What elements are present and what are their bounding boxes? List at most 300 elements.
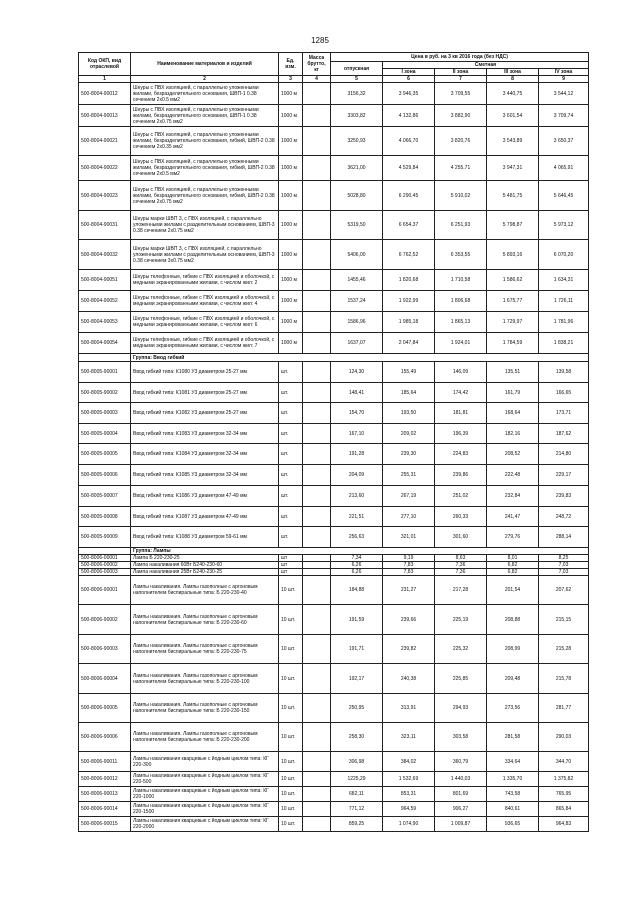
table-row <box>79 605 589 635</box>
item-name: Ввод гибкий типа: К1082 У3 диаметром 25-27 мм <box>131 403 279 424</box>
item-mass <box>303 181 331 211</box>
item-unit: 1000 м <box>279 291 303 312</box>
table-row <box>79 694 589 723</box>
price-zone-3: 5 481,75 <box>487 181 539 211</box>
price-zone-1: 6 290,45 <box>383 181 435 211</box>
item-name: Лампы накаливания кварцевые с йодным циклом типа: КГ 220-500 <box>131 772 279 787</box>
table-row <box>79 635 589 664</box>
item-name: Шнуры с ПВХ изоляцией, с параллельно уложенными жилами, безразделительного основания, ШВП-1 0.38 сечением 2х0.75 мм2 <box>131 105 279 127</box>
price-release: 3156,32 <box>331 83 383 105</box>
item-mass <box>303 664 331 694</box>
item-unit: 10 шт. <box>279 817 303 832</box>
table-row <box>79 383 589 403</box>
table-row <box>79 444 589 465</box>
price-release: 771,12 <box>331 802 383 817</box>
price-zone-2: 6 251,93 <box>435 211 487 240</box>
price-zone-1: 321,01 <box>383 527 435 548</box>
item-unit: 1000 м <box>279 83 303 105</box>
group-label: Группа: Лампы <box>131 548 589 555</box>
price-release: 256,63 <box>331 527 383 548</box>
price-zone-4: 8,25 <box>539 555 589 562</box>
item-mass <box>303 723 331 752</box>
price-release: 204,09 <box>331 465 383 486</box>
price-zone-3: 208,52 <box>487 444 539 465</box>
item-mass <box>303 555 331 562</box>
price-zone-2: 801,69 <box>435 787 487 802</box>
price-zone-2: 225,19 <box>435 605 487 635</box>
price-zone-2: 294,93 <box>435 694 487 723</box>
item-mass <box>303 83 331 105</box>
price-zone-4: 3 650,37 <box>539 127 589 156</box>
price-zone-1: 2 047,84 <box>383 333 435 354</box>
price-release: 192,17 <box>331 664 383 694</box>
price-zone-3: 1 729,97 <box>487 312 539 333</box>
table-row <box>79 424 589 444</box>
item-unit: шт. <box>279 486 303 507</box>
item-mass <box>303 694 331 723</box>
table-row <box>79 83 589 105</box>
table-body <box>79 53 589 832</box>
price-zone-2: 8,63 <box>435 555 487 562</box>
price-zone-3: 201,54 <box>487 576 539 605</box>
group-code-cell <box>79 354 131 362</box>
item-code: 500-8005-90002 <box>79 383 131 403</box>
price-table <box>78 52 589 832</box>
item-name: Лампы накаливания. Лампы газополные с аргоновым наполнителем биспиральные типа: Б 220-230-100 <box>131 664 279 694</box>
item-unit: 10 шт. <box>279 752 303 772</box>
price-zone-1: 231,27 <box>383 576 435 605</box>
item-unit: 10 шт. <box>279 576 303 605</box>
item-code: 500-8006-90006 <box>79 723 131 752</box>
item-unit: шт. <box>279 403 303 424</box>
item-unit: 1000 м <box>279 181 303 211</box>
item-mass <box>303 752 331 772</box>
item-code: 500-8006-90013 <box>79 787 131 802</box>
item-unit: шт <box>279 569 303 576</box>
price-zone-3: 182,16 <box>487 424 539 444</box>
item-name: Лампы накаливания. Лампы газополные с аргоновым наполнителем биспиральные типа: Б 220-230-75 <box>131 635 279 664</box>
price-zone-2: 239,86 <box>435 465 487 486</box>
table-row <box>79 527 589 548</box>
price-zone-4: 229,17 <box>539 465 589 486</box>
table-row <box>79 752 589 772</box>
price-release: 6,26 <box>331 569 383 576</box>
price-zone-4: 166,65 <box>539 383 589 403</box>
price-zone-1: 323,11 <box>383 723 435 752</box>
item-code: 500-8006-90011 <box>79 752 131 772</box>
item-mass <box>303 576 331 605</box>
price-zone-3: 208,88 <box>487 605 539 635</box>
price-release: 5028,80 <box>331 181 383 211</box>
item-unit: 10 шт. <box>279 787 303 802</box>
price-zone-4: 173,71 <box>539 403 589 424</box>
table-row <box>79 817 589 832</box>
item-unit: 1000 м <box>279 156 303 181</box>
price-release: 7,34 <box>331 555 383 562</box>
price-zone-4: 7,03 <box>539 569 589 576</box>
price-zone-1: 185,64 <box>383 383 435 403</box>
item-code: 500-8004-90052 <box>79 291 131 312</box>
price-release: 6,26 <box>331 562 383 569</box>
price-release: 3250,93 <box>331 127 383 156</box>
item-code: 500-8005-90008 <box>79 507 131 527</box>
price-zone-3: 1 675,77 <box>487 291 539 312</box>
price-zone-1: 239,30 <box>383 444 435 465</box>
item-mass <box>303 211 331 240</box>
item-name: Лампа Б 220-230-25 <box>131 555 279 562</box>
price-zone-2: 1 865,13 <box>435 312 487 333</box>
table-row <box>79 270 589 291</box>
price-release: 5319,50 <box>331 211 383 240</box>
item-name: Лампы накаливания кварцевые с йодным циклом типа: КГ 220-1500 <box>131 802 279 817</box>
price-zone-3: 3 601,54 <box>487 105 539 127</box>
price-zone-2: 174,42 <box>435 383 487 403</box>
item-unit: 10 шт. <box>279 802 303 817</box>
item-unit: 1000 м <box>279 312 303 333</box>
price-release: 148,41 <box>331 383 383 403</box>
item-name: Шнуры марки ШВП 3, с ПВХ изоляцией, с параллельно уложенными жилами с разделительным основанием, ШВП-3 0.38 сечением 2х0.75 мм2 <box>131 211 279 240</box>
table-row <box>79 569 589 576</box>
price-zone-2: 181,81 <box>435 403 487 424</box>
table-row <box>79 333 589 354</box>
table-row <box>79 240 589 270</box>
price-zone-2: 5 910,02 <box>435 181 487 211</box>
item-name: Лампы накаливания кварцевые с йодным циклом типа: КГ 220-2000 <box>131 817 279 832</box>
price-zone-2: 7,36 <box>435 569 487 576</box>
item-code: 500-8004-90013 <box>79 105 131 127</box>
table-row <box>79 127 589 156</box>
price-zone-4: 5 973,12 <box>539 211 589 240</box>
table-row <box>79 211 589 240</box>
item-code: 500-8006-90001 <box>79 576 131 605</box>
price-zone-4: 865,84 <box>539 802 589 817</box>
item-unit: 1000 м <box>279 105 303 127</box>
item-name: Ввод гибкий типа: К1081 У3 диаметром 25-27 мм <box>131 383 279 403</box>
header-zone: II зона <box>435 69 487 76</box>
item-mass <box>303 465 331 486</box>
price-zone-2: 225,85 <box>435 664 487 694</box>
item-unit: 10 шт. <box>279 772 303 787</box>
price-zone-4: 1 634,31 <box>539 270 589 291</box>
price-zone-2: 3 820,76 <box>435 127 487 156</box>
price-release: 859,25 <box>331 817 383 832</box>
item-unit: 1000 м <box>279 270 303 291</box>
item-unit: 10 шт. <box>279 694 303 723</box>
price-release: 306,98 <box>331 752 383 772</box>
item-name: Шнуры с ПВХ изоляцией, с параллельно уложенными жилами, безразделительного основания, гибкий, ШВП-2 0.38 сечением 2х0.35 мм2 <box>131 127 279 156</box>
price-release: 3303,82 <box>331 105 383 127</box>
item-name: Шнуры телефонные, гибкие с ПВХ изоляцией и оболочкой, с медными экранированными жилами, с числом жил: 6 <box>131 312 279 333</box>
table-row <box>79 562 589 569</box>
header-zone: IV зона <box>539 69 589 76</box>
price-zone-3: 5 893,16 <box>487 240 539 270</box>
price-zone-3: 1 335,70 <box>487 772 539 787</box>
price-zone-1: 4 529,84 <box>383 156 435 181</box>
item-name: Лампа накаливания 60Вт Б240-230-60 <box>131 562 279 569</box>
price-zone-4: 964,83 <box>539 817 589 832</box>
table-row <box>79 664 589 694</box>
item-unit: шт <box>279 555 303 562</box>
item-unit: 1000 м <box>279 333 303 354</box>
price-zone-3: 6,82 <box>487 569 539 576</box>
table-row <box>79 156 589 181</box>
price-zone-2: 4 255,71 <box>435 156 487 181</box>
price-zone-3: 334,64 <box>487 752 539 772</box>
item-mass <box>303 105 331 127</box>
table-row <box>79 312 589 333</box>
price-zone-1: 1 820,68 <box>383 270 435 291</box>
price-zone-3: 281,58 <box>487 723 539 752</box>
item-name: Лампы накаливания. Лампы газополные с аргоновым наполнителем биспиральные типа: Б 220-230-60 <box>131 605 279 635</box>
item-code: 500-8004-90054 <box>79 333 131 354</box>
item-code: 500-8004-90021 <box>79 127 131 156</box>
price-release: 1637,07 <box>331 333 383 354</box>
item-name: Шнуры марки ШВП 3, с ПВХ изоляцией, с параллельно уложенными жилами с разделительным основанием, ШВП-3 0.38 сечением 3х0.75 мм2 <box>131 240 279 270</box>
item-mass <box>303 240 331 270</box>
column-number: 3 <box>279 76 303 83</box>
item-mass <box>303 605 331 635</box>
item-code: 500-8004-90022 <box>79 156 131 181</box>
price-zone-3: 3 543,89 <box>487 127 539 156</box>
item-mass <box>303 127 331 156</box>
item-unit: 1000 м <box>279 240 303 270</box>
item-name: Ввод гибкий типа: К1086 У3 диаметром 47-49 мм <box>131 486 279 507</box>
item-name: Шнуры с ПВХ изоляцией, с параллельно уложенными жилами, безразделительного основания, ШВП-1 0.38 сечением 2х0.5 мм2 <box>131 83 279 105</box>
item-name: Ввод гибкий типа: К1087 У3 диаметром 47-49 мм <box>131 507 279 527</box>
price-zone-4: 1 838,21 <box>539 333 589 354</box>
header-price-title: Цена в руб. на 3 кв 2016 года (без НДС) <box>331 53 589 62</box>
item-mass <box>303 383 331 403</box>
item-name: Шнуры телефонные, гибкие с ПВХ изоляцией и оболочкой, с медными экранированными жилами, с числом жил: 4 <box>131 291 279 312</box>
price-release: 154,70 <box>331 403 383 424</box>
price-zone-4: 765,95 <box>539 787 589 802</box>
price-zone-1: 384,02 <box>383 752 435 772</box>
price-zone-4: 214,80 <box>539 444 589 465</box>
header-zone: III зона <box>487 69 539 76</box>
header-zone: I зона <box>383 69 435 76</box>
column-number: 5 <box>331 76 383 83</box>
price-zone-3: 273,56 <box>487 694 539 723</box>
price-zone-2: 251,02 <box>435 486 487 507</box>
price-zone-2: 1 440,03 <box>435 772 487 787</box>
item-code: 500-8004-90012 <box>79 83 131 105</box>
table-row <box>79 772 589 787</box>
price-zone-4: 3 544,12 <box>539 83 589 105</box>
price-zone-4: 288,14 <box>539 527 589 548</box>
header-estimate: Сметная <box>383 62 589 69</box>
item-code: 500-8005-90007 <box>79 486 131 507</box>
price-zone-2: 303,58 <box>435 723 487 752</box>
price-zone-2: 301,60 <box>435 527 487 548</box>
item-name: Лампы накаливания. Лампы газополные с аргоновым наполнителем биспиральные типа: Б 220-230-40 <box>131 576 279 605</box>
item-mass <box>303 772 331 787</box>
item-unit: шт. <box>279 507 303 527</box>
item-name: Шнуры с ПВХ изоляцией, с параллельно уложенными жилами, безразделительного основания, гибкий, ШВП-2 0.38 сечением 2х0.75 мм2 <box>131 181 279 211</box>
column-number: 1 <box>79 76 131 83</box>
price-zone-3: 840,61 <box>487 802 539 817</box>
price-zone-3: 135,51 <box>487 362 539 383</box>
header-name: Наименование материалов и изделий <box>131 53 279 76</box>
price-zone-1: 9,19 <box>383 555 435 562</box>
price-zone-1: 4 132,86 <box>383 105 435 127</box>
item-code: 500-8006-90014 <box>79 802 131 817</box>
price-zone-4: 6 070,20 <box>539 240 589 270</box>
item-code: 500-8006-00001 <box>79 555 131 562</box>
item-code: 500-8006-90002 <box>79 605 131 635</box>
price-zone-4: 215,15 <box>539 605 589 635</box>
item-name: Ввод гибкий типа: К1080 У3 диаметром 25-27 мм <box>131 362 279 383</box>
price-zone-2: 360,79 <box>435 752 487 772</box>
price-release: 191,59 <box>331 605 383 635</box>
price-zone-3: 208,99 <box>487 635 539 664</box>
group-row <box>79 548 589 555</box>
price-release: 1455,46 <box>331 270 383 291</box>
column-number: 7 <box>435 76 487 83</box>
price-zone-3: 3 440,75 <box>487 83 539 105</box>
price-zone-2: 6 353,55 <box>435 240 487 270</box>
item-unit: шт <box>279 562 303 569</box>
table-row <box>79 486 589 507</box>
item-unit: шт. <box>279 383 303 403</box>
table-row <box>79 291 589 312</box>
item-name: Лампы накаливания. Лампы газополные с аргоновым наполнителем биспиральные типа: Б 220-230-150 <box>131 694 279 723</box>
item-mass <box>303 333 331 354</box>
price-zone-3: 5 798,87 <box>487 211 539 240</box>
item-code: 500-8005-90005 <box>79 444 131 465</box>
price-zone-2: 260,33 <box>435 507 487 527</box>
table-row <box>79 802 589 817</box>
group-label: Группа: Ввод гибкий <box>131 354 589 362</box>
price-zone-1: 1 985,18 <box>383 312 435 333</box>
price-zone-3: 209,48 <box>487 664 539 694</box>
price-zone-2: 225,32 <box>435 635 487 664</box>
price-zone-1: 7,83 <box>383 569 435 576</box>
item-code: 500-8005-90001 <box>79 362 131 383</box>
item-unit: шт. <box>279 424 303 444</box>
item-name: Ввод гибкий типа: К1085 У3 диаметром 32-34 мм <box>131 465 279 486</box>
price-zone-3: 1 586,62 <box>487 270 539 291</box>
item-code: 500-8006-00002 <box>79 562 131 569</box>
item-unit: 1000 м <box>279 127 303 156</box>
price-zone-3: 743,58 <box>487 787 539 802</box>
price-zone-1: 155,49 <box>383 362 435 383</box>
item-name: Лампа накаливания 25Вт Б240-230-25 <box>131 569 279 576</box>
price-zone-3: 222,48 <box>487 465 539 486</box>
item-code: 500-8005-90006 <box>79 465 131 486</box>
price-zone-4: 207,62 <box>539 576 589 605</box>
item-code: 500-8006-90012 <box>79 772 131 787</box>
price-zone-4: 187,62 <box>539 424 589 444</box>
price-zone-3: 168,64 <box>487 403 539 424</box>
item-unit: шт. <box>279 444 303 465</box>
price-zone-1: 964,59 <box>383 802 435 817</box>
group-code-cell <box>79 548 131 555</box>
price-zone-2: 224,83 <box>435 444 487 465</box>
item-mass <box>303 424 331 444</box>
item-mass <box>303 291 331 312</box>
price-release: 3621,00 <box>331 156 383 181</box>
price-zone-3: 241,47 <box>487 507 539 527</box>
price-release: 167,10 <box>331 424 383 444</box>
price-zone-1: 1 922,99 <box>383 291 435 312</box>
price-zone-4: 248,72 <box>539 507 589 527</box>
price-release: 191,28 <box>331 444 383 465</box>
header-unit: Ед. изм. <box>279 53 303 76</box>
price-zone-4: 139,58 <box>539 362 589 383</box>
column-number: 6 <box>383 76 435 83</box>
item-mass <box>303 362 331 383</box>
group-row <box>79 354 589 362</box>
item-mass <box>303 569 331 576</box>
price-zone-1: 6 762,52 <box>383 240 435 270</box>
column-number: 9 <box>539 76 589 83</box>
item-name: Ввод гибкий типа: К1084 У3 диаметром 32-34 мм <box>131 444 279 465</box>
price-zone-4: 1 781,96 <box>539 312 589 333</box>
price-zone-2: 3 709,55 <box>435 83 487 105</box>
price-zone-4: 7,03 <box>539 562 589 569</box>
item-mass <box>303 527 331 548</box>
item-mass <box>303 507 331 527</box>
table-row <box>79 181 589 211</box>
column-number: 2 <box>131 76 279 83</box>
item-code: 500-8004-90032 <box>79 240 131 270</box>
item-unit: 10 шт. <box>279 635 303 664</box>
item-mass <box>303 486 331 507</box>
item-code: 500-8006-00003 <box>79 569 131 576</box>
price-release: 1225,29 <box>331 772 383 787</box>
table-row <box>79 362 589 383</box>
price-zone-1: 239,66 <box>383 605 435 635</box>
price-release: 221,51 <box>331 507 383 527</box>
price-release: 184,88 <box>331 576 383 605</box>
price-zone-1: 6 654,37 <box>383 211 435 240</box>
price-zone-4: 5 646,45 <box>539 181 589 211</box>
price-zone-4: 1 375,82 <box>539 772 589 787</box>
item-mass <box>303 403 331 424</box>
column-number: 4 <box>303 76 331 83</box>
price-release: 5406,00 <box>331 240 383 270</box>
price-release: 682,11 <box>331 787 383 802</box>
price-zone-2: 1 806,68 <box>435 291 487 312</box>
price-release: 1537,24 <box>331 291 383 312</box>
item-mass <box>303 787 331 802</box>
price-zone-1: 853,31 <box>383 787 435 802</box>
price-zone-4: 239,83 <box>539 486 589 507</box>
price-zone-2: 1 009,87 <box>435 817 487 832</box>
item-name: Лампы накаливания кварцевые с йодным циклом типа: КГ 220-1000 <box>131 787 279 802</box>
price-zone-1: 267,19 <box>383 486 435 507</box>
price-zone-2: 7,36 <box>435 562 487 569</box>
price-zone-2: 217,28 <box>435 576 487 605</box>
price-zone-3: 161,79 <box>487 383 539 403</box>
price-zone-3: 8,01 <box>487 555 539 562</box>
price-zone-1: 240,38 <box>383 664 435 694</box>
item-unit: шт. <box>279 362 303 383</box>
price-zone-1: 1 532,69 <box>383 772 435 787</box>
price-zone-2: 146,09 <box>435 362 487 383</box>
item-mass <box>303 802 331 817</box>
price-zone-3: 279,76 <box>487 527 539 548</box>
page-number: 1285 <box>311 36 329 45</box>
item-unit: 1000 м <box>279 211 303 240</box>
header-mass: Масса брутто, кг <box>303 53 331 76</box>
price-release: 124,30 <box>331 362 383 383</box>
item-name: Ввод гибкий типа: К1088 У3 диаметром 59-61 мм <box>131 527 279 548</box>
price-zone-1: 193,50 <box>383 403 435 424</box>
price-zone-1: 239,82 <box>383 635 435 664</box>
table-row <box>79 507 589 527</box>
item-mass <box>303 562 331 569</box>
